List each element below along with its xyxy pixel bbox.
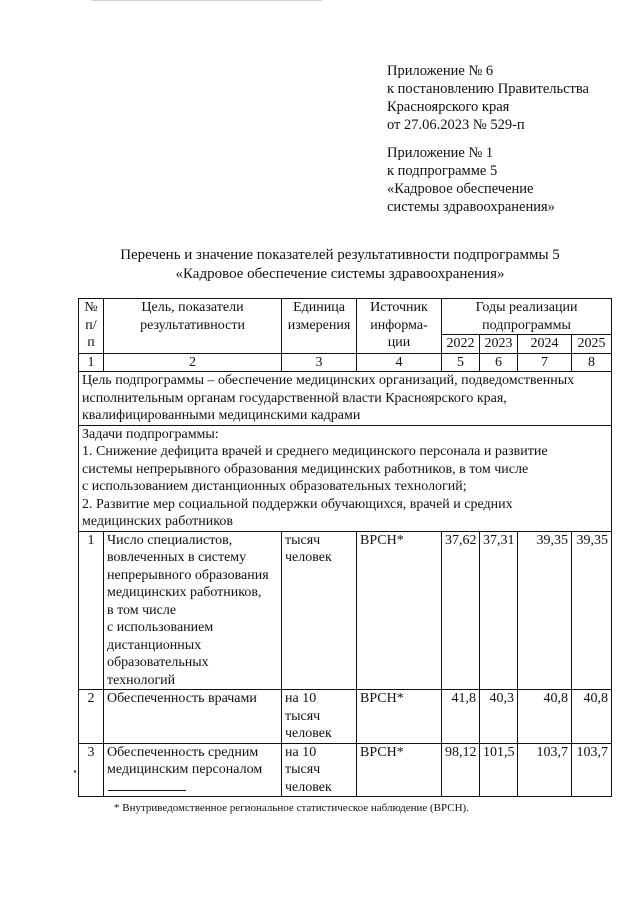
- header-unit-line-1: Единица: [293, 300, 345, 315]
- value-2024: 103,7: [518, 743, 572, 797]
- annex-6-line-1: Приложение № 6: [387, 63, 494, 79]
- indicator-name-line: медицинским персоналом: [107, 762, 263, 777]
- col-number: 4: [357, 353, 442, 372]
- header-source-line-2: информа-: [370, 317, 428, 333]
- indicator-name-line: с использованием: [107, 620, 214, 635]
- header-unit-line-2: измерения: [287, 317, 351, 333]
- header-unit: [282, 299, 357, 354]
- header-row-1: [79, 299, 612, 335]
- source-cell: ВРСН*: [357, 531, 442, 690]
- annex-6-line-4: от 27.06.2023 № 529-п: [387, 117, 525, 133]
- col-number: 5: [442, 353, 480, 372]
- value-2025: 103,7: [572, 743, 612, 797]
- annex-6-line-3: Красноярского края: [387, 99, 510, 115]
- unit-line: тысяч: [285, 708, 321, 724]
- annex-6-block: [387, 62, 627, 134]
- header-goal-line-2: результативности: [140, 317, 245, 333]
- footnote-separator: [108, 790, 186, 791]
- column-number-row: [79, 353, 612, 372]
- unit-line: тысяч: [285, 762, 321, 777]
- unit-line: человек: [285, 550, 332, 565]
- source-cell: ВРСН*: [357, 690, 442, 744]
- indicator-name-line: Обеспеченность средним: [107, 744, 259, 760]
- header-year-2025: 2025: [572, 335, 612, 354]
- annex-1-line-2: к подпрограмме 5: [387, 163, 498, 179]
- header-source-line-3: ции: [387, 335, 411, 350]
- header-num: [79, 299, 104, 354]
- value-2022: 37,62: [442, 531, 480, 690]
- value-2023: 37,31: [480, 531, 518, 690]
- row-num: 2: [79, 690, 104, 744]
- tasks-line: 2. Развитие мер социальной поддержки обучающихся, врачей и средних: [82, 496, 513, 512]
- unit-line: на 10: [285, 744, 317, 760]
- header-goal: [104, 299, 282, 354]
- heading-line-2: «Кадровое обеспечение системы здравоохранения»: [175, 266, 505, 282]
- table-row: [79, 743, 612, 797]
- table-row: [79, 531, 612, 690]
- header-year-2024: 2024: [518, 335, 572, 354]
- goal-row: [79, 372, 612, 426]
- indicator-name-line: дистанционных: [107, 637, 202, 653]
- annex-1-block: [387, 144, 627, 216]
- tasks-line: медицинских работников: [82, 514, 233, 529]
- unit-line: на 10: [285, 691, 317, 706]
- scan-top-edge: [92, 0, 322, 1]
- col-number: 2: [104, 353, 282, 372]
- row-num: 3: [79, 743, 104, 797]
- indicator-name-line: Число специалистов,: [107, 532, 233, 548]
- indicator-name-line: технологий: [107, 672, 176, 688]
- unit-line: тысяч: [285, 532, 321, 548]
- header-year-2022: 2022: [442, 335, 480, 354]
- col-number: 7: [518, 353, 572, 372]
- row-num: 1: [79, 531, 104, 690]
- indicator-name-line: вовлеченных в систему: [107, 550, 247, 565]
- table-row: [79, 690, 612, 744]
- annex-1-line-4: системы здравоохранения»: [387, 199, 555, 215]
- indicator-name-line: медицинских работников,: [107, 585, 262, 600]
- header-years-title: [442, 299, 612, 335]
- value-2024: 40,8: [518, 690, 572, 744]
- header-num-line-1: №: [84, 300, 98, 315]
- footnote: * Внутриведомственное региональное статистическое наблюдение (ВРСН).: [114, 802, 469, 814]
- col-number: 1: [79, 353, 104, 372]
- col-number: 6: [480, 353, 518, 372]
- unit-cell: [282, 690, 357, 744]
- value-2025: 39,35: [572, 531, 612, 690]
- indicator-name: [104, 690, 282, 744]
- goal-line: квалифицированными медицинскими кадрами: [82, 408, 361, 423]
- value-2024: 39,35: [518, 531, 572, 690]
- goal-line: исполнительным органам государственной власти Красноярского края,: [82, 390, 507, 406]
- indicator-name: [104, 743, 282, 797]
- value-2022: 41,8: [442, 690, 480, 744]
- value-2023: 101,5: [480, 743, 518, 797]
- tasks-line: Задачи подпрограммы:: [82, 426, 219, 442]
- unit-line: человек: [285, 726, 332, 741]
- header-num-line-2: п/п: [85, 317, 97, 350]
- col-number: 3: [282, 353, 357, 372]
- indicator-name-line: непрерывного образования: [107, 567, 269, 583]
- header-goal-line-1: Цель, показатели: [141, 300, 244, 315]
- annex-1-line-1: Приложение № 1: [387, 145, 494, 161]
- source-cell: ВРСН*: [357, 743, 442, 797]
- goal-cell: [79, 372, 612, 426]
- header-years-title-line-1: Годы реализации: [475, 300, 578, 315]
- col-number: 8: [572, 353, 612, 372]
- goal-line: Цель подпрограммы – обеспечение медицинских организаций, подведомственных: [82, 373, 575, 388]
- unit-cell: [282, 743, 357, 797]
- tasks-row: [79, 425, 612, 531]
- tasks-line: с использованием дистанционных образовательных технологий;: [82, 479, 467, 494]
- header-year-2023: 2023: [480, 335, 518, 354]
- unit-line: человек: [285, 779, 332, 795]
- value-2023: 40,3: [480, 690, 518, 744]
- indicator-name: [104, 531, 282, 690]
- header-source: [357, 299, 442, 354]
- tasks-cell: [79, 425, 612, 531]
- tasks-line: 1. Снижение дефицита врачей и среднего медицинского персонала и развитие: [82, 444, 548, 459]
- value-2022: 98,12: [442, 743, 480, 797]
- indicator-name-line: Обеспеченность врачами: [107, 691, 257, 706]
- heading-line-1: Перечень и значение показателей результативности подпрограммы 5: [120, 247, 560, 263]
- unit-cell: [282, 531, 357, 690]
- indicator-name-line: в том числе: [107, 602, 177, 618]
- header-years-title-line-2: подпрограммы: [482, 317, 571, 333]
- scan-speck: [74, 770, 76, 773]
- indicators-table: [78, 298, 612, 797]
- tasks-line: системы непрерывного образования медицинских работников, в том числе: [82, 461, 529, 477]
- annex-1-line-3: «Кадровое обеспечение: [387, 181, 534, 197]
- header-source-line-1: Источник: [370, 300, 428, 315]
- annex-6-line-2: к постановлению Правительства: [387, 81, 589, 97]
- value-2025: 40,8: [572, 690, 612, 744]
- table-heading: [60, 246, 620, 284]
- indicator-name-line: образовательных: [107, 655, 209, 670]
